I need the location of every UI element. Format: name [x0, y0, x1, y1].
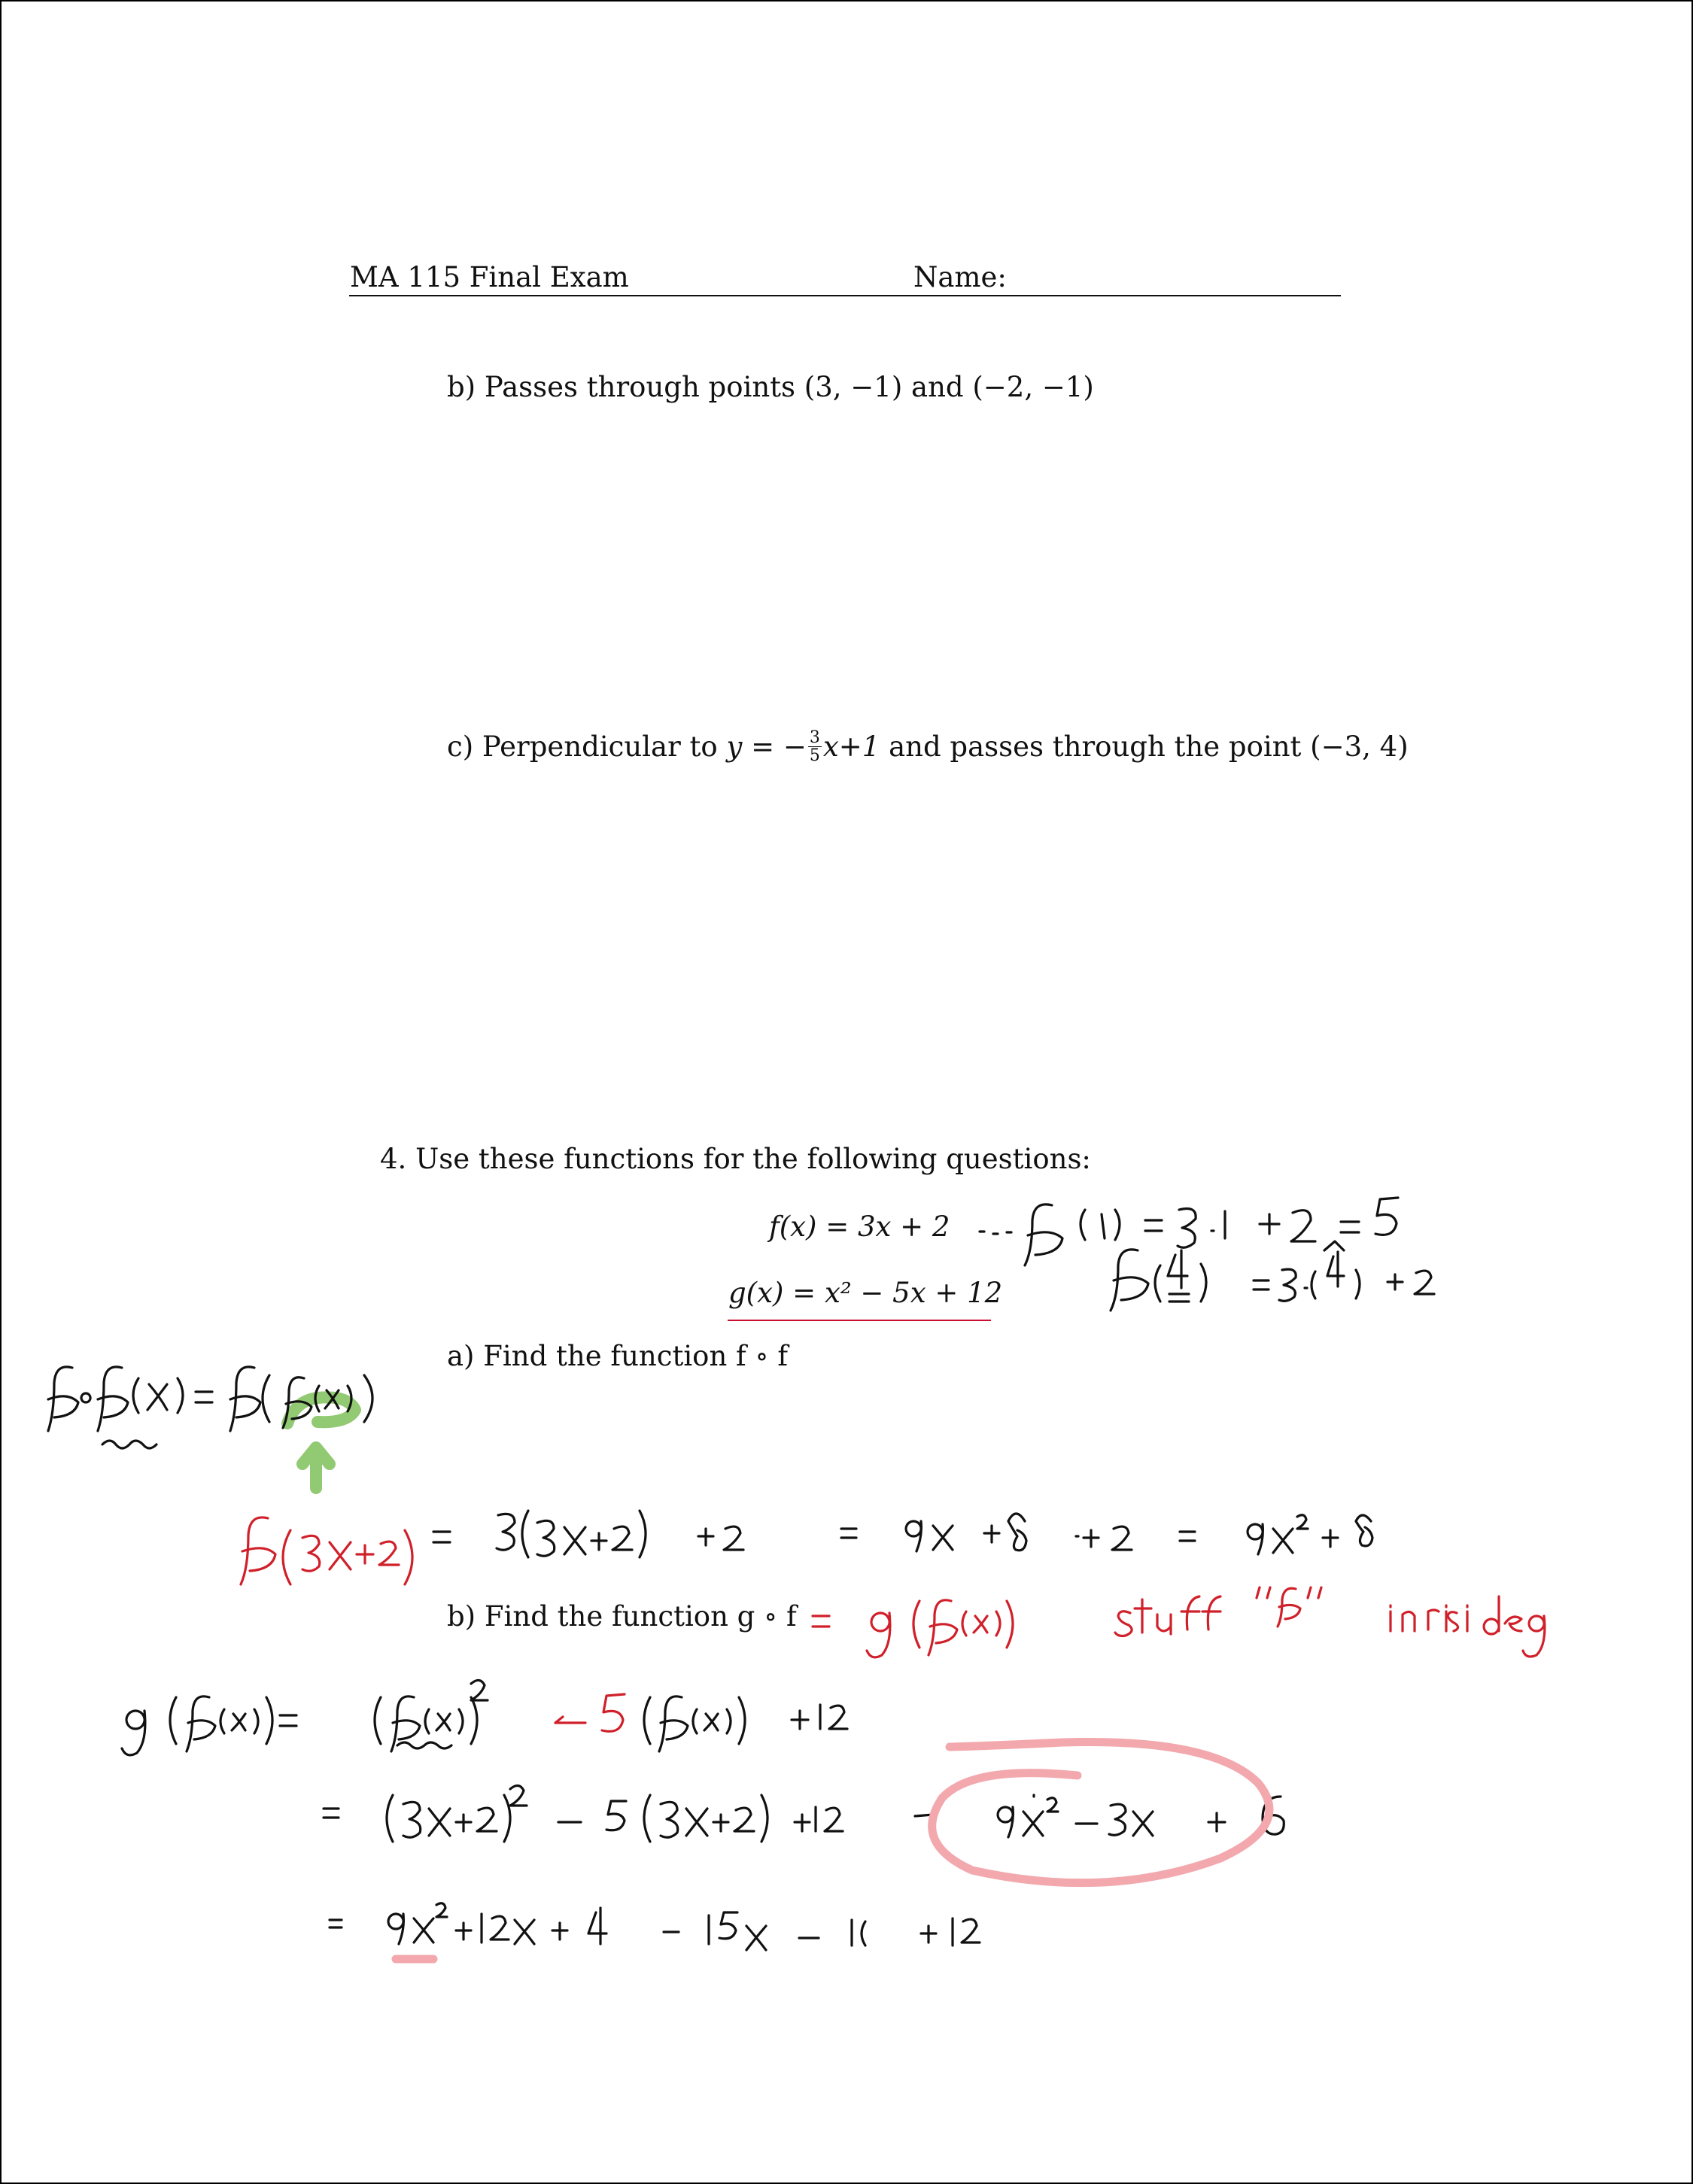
ink-f-of-4	[1111, 1241, 1434, 1311]
slope-fraction	[808, 729, 822, 764]
slope-numerator: 3	[809, 728, 820, 747]
problem-c-prefix: c) Perpendicular to	[447, 731, 718, 764]
name-label: Name:	[913, 261, 1007, 293]
problem-c-line	[447, 728, 1409, 767]
ink-f-of-1	[980, 1198, 1398, 1265]
slope-denominator: 5	[809, 746, 820, 766]
ink-red-minus-5	[555, 1694, 625, 1731]
problem-c-eq-left: y = −	[726, 731, 807, 764]
ink-green-highlight	[287, 1397, 355, 1488]
ink-red-f-3x2	[241, 1517, 412, 1584]
ink-gof-line1	[122, 1680, 847, 1754]
ink-inner-fx	[283, 1378, 351, 1428]
question-4-prompt: 4. Use these functions for the following questions:	[380, 1143, 1091, 1175]
g-definition-underline	[728, 1320, 991, 1321]
ink-red-gof-note	[813, 1587, 1545, 1657]
handwritten-annotations	[2, 2, 1691, 2182]
problem-c-suffix: and passes through the point (−3, 4)	[889, 731, 1409, 764]
g-definition: g(x) = x² − 5x + 12	[728, 1277, 1003, 1309]
ink-composition-def	[48, 1367, 372, 1448]
part-b-prompt: b) Find the function g ∘ f	[447, 1600, 797, 1633]
course-title: MA 115 Final Exam	[350, 261, 629, 293]
ink-pink-circle	[932, 1742, 1269, 1882]
header-rule	[349, 295, 1341, 296]
ink-gof-line3	[330, 1903, 980, 1950]
part-a-prompt: a) Find the function f ∘ f	[447, 1340, 789, 1372]
ink-gof-line2	[324, 1785, 1284, 1842]
problem-b-line: b) Passes through points (3, −1) and (−2, −1)	[447, 371, 1094, 403]
f-definition: f(x) = 3x + 2	[769, 1210, 950, 1243]
ink-gof-line1b	[644, 1696, 745, 1751]
ink-fof-work	[433, 1511, 1372, 1557]
problem-c-eq-right: x+1	[822, 731, 880, 764]
